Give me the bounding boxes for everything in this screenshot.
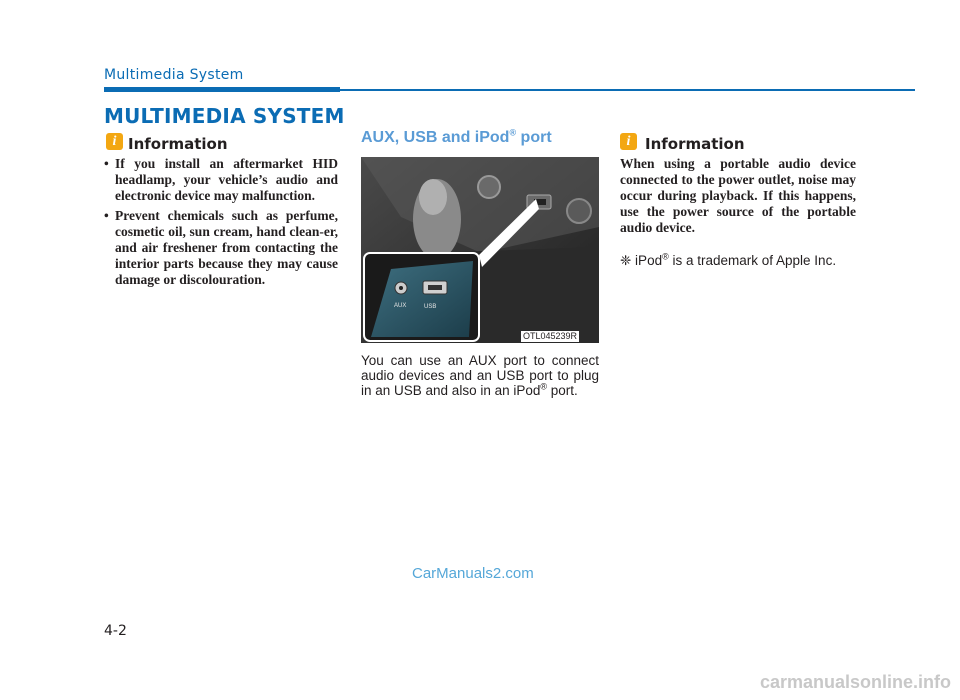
list-item bbox=[104, 208, 338, 288]
aux-label: AUX bbox=[394, 303, 407, 309]
bullet-text: If you install an aftermarket HID headlamp, your vehicle’s audio and electronic device may malfunction. bbox=[115, 156, 338, 203]
usb-port-slot bbox=[428, 285, 442, 290]
page-title: MULTIMEDIA SYSTEM bbox=[104, 104, 345, 128]
subsection-title-text: AUX, USB and iPod bbox=[361, 129, 510, 146]
power-outlet-right bbox=[567, 199, 591, 223]
header-rule-thin bbox=[340, 89, 915, 91]
trademark-suffix: is a trademark of Apple Inc. bbox=[668, 253, 837, 268]
bullet-glyph: • bbox=[104, 156, 109, 171]
info-text: When using a portable audio device connected to the power outlet, noise may occur during playback. If this happens, use the power source of the portable audio device. bbox=[620, 156, 856, 235]
info-bullet-list bbox=[104, 156, 338, 292]
watermark-link[interactable]: CarManuals2.com bbox=[412, 565, 534, 582]
aux-jack bbox=[399, 286, 403, 290]
registered-mark: ® bbox=[509, 127, 517, 138]
header-rule-thick bbox=[104, 87, 340, 92]
info-icon: i bbox=[620, 133, 637, 150]
watermark-corner: carmanualsonline.info bbox=[760, 672, 952, 692]
info-icon: i bbox=[106, 133, 123, 150]
port-description-tail: port. bbox=[547, 383, 578, 398]
usb-label: USB bbox=[424, 304, 437, 310]
subsection-title-tail: port bbox=[516, 129, 552, 146]
bullet-text: Prevent chemicals such as perfume, cosmetic oil, sun cream, hand clean-er, and air freshener from contacting the interior parts because they may cause damage or discolouration. bbox=[115, 208, 338, 287]
subsection-title bbox=[361, 129, 552, 147]
section-label: Multimedia System bbox=[104, 67, 244, 83]
info-title: Information bbox=[128, 135, 228, 153]
trademark-note bbox=[620, 253, 836, 269]
trademark-prefix: ❈ iPod bbox=[620, 253, 663, 268]
aux-usb-port-photo bbox=[361, 157, 599, 343]
info-title: Information bbox=[645, 135, 745, 153]
bullet-glyph: • bbox=[104, 208, 109, 223]
page-number: 4-2 bbox=[104, 623, 127, 639]
registered-mark: ® bbox=[540, 381, 548, 392]
list-item bbox=[104, 156, 338, 204]
photo-code: OTL045239R bbox=[523, 331, 578, 341]
port-description bbox=[361, 353, 599, 398]
port-description-text: You can use an AUX port to connect audio devices and an USB port to plug in an USB and also in an iPod bbox=[361, 353, 599, 398]
power-outlet-left bbox=[478, 176, 500, 198]
gear-knob-highlight bbox=[419, 179, 447, 215]
registered-mark: ® bbox=[662, 251, 669, 262]
